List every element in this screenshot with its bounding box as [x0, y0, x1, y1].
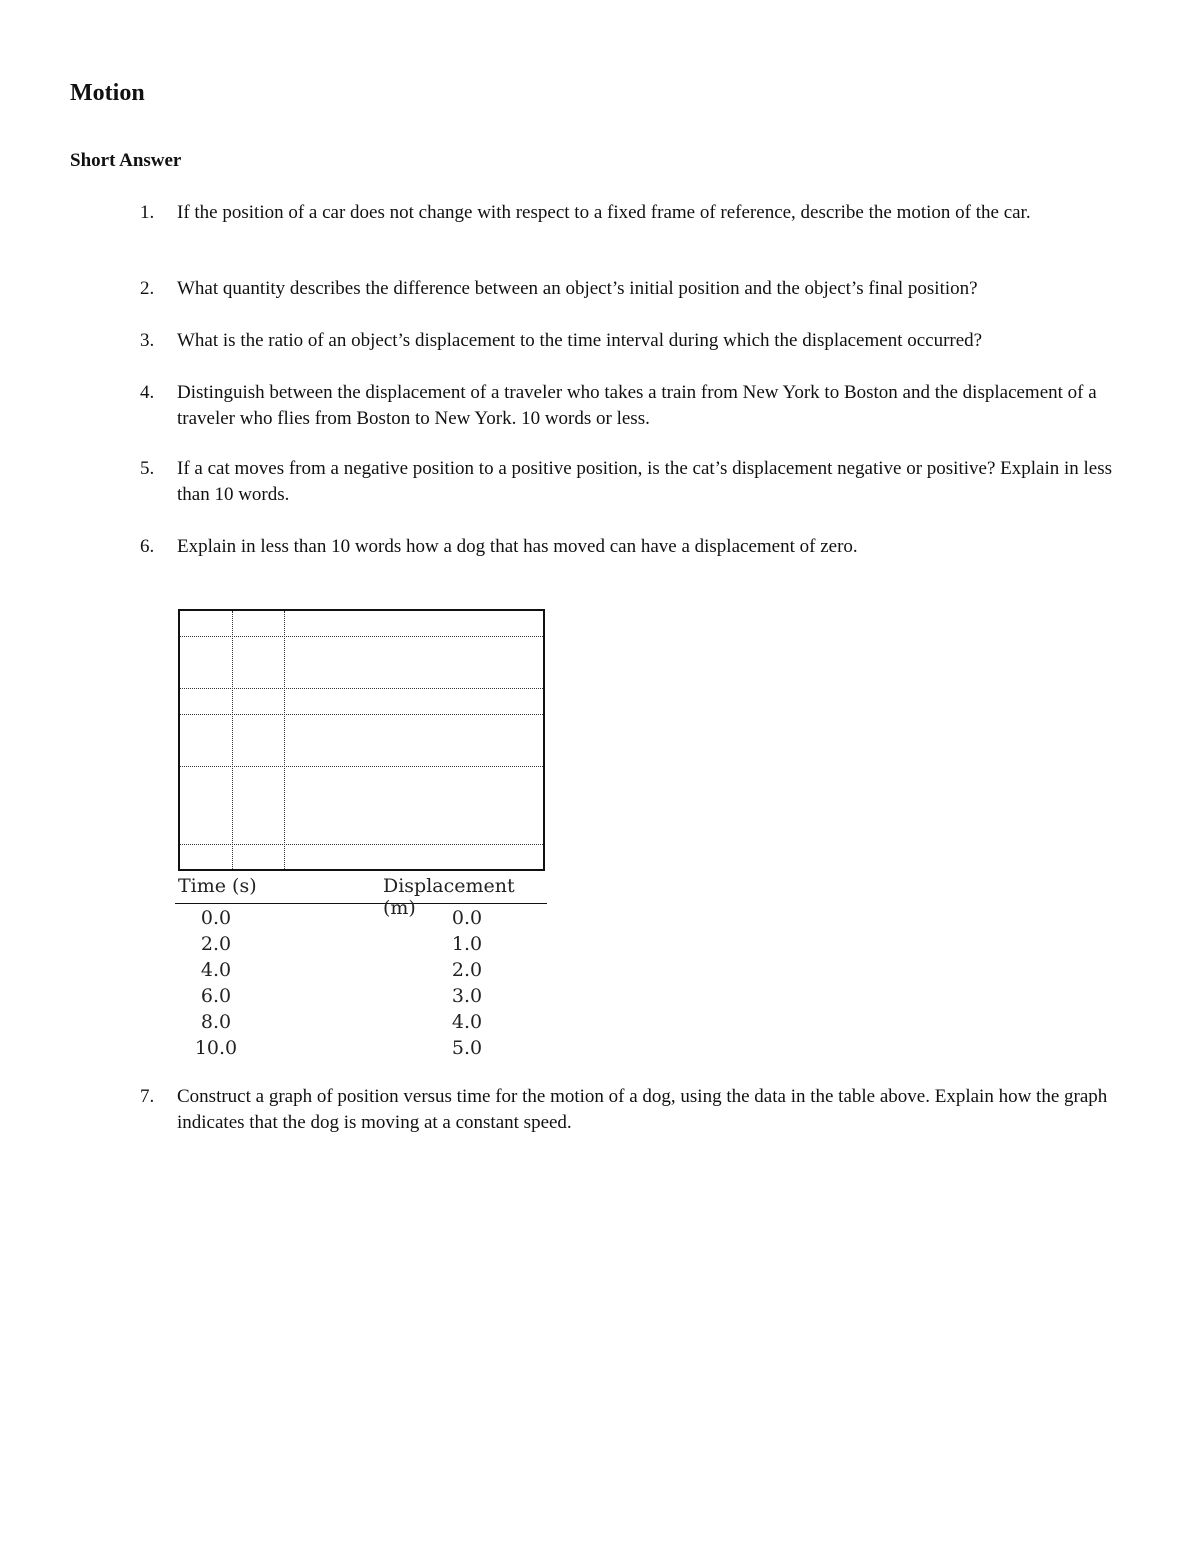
displacement-cell: 3.0 — [451, 985, 483, 1007]
grid-line — [180, 688, 543, 689]
table-row — [175, 1011, 547, 1037]
displacement-cell: 1.0 — [451, 933, 483, 955]
section-heading: Short Answer — [70, 150, 182, 171]
question-number: 1. — [140, 202, 155, 223]
question-text: Explain in less than 10 words how a dog that has moved can have a displacement of zero. — [177, 536, 858, 557]
displacement-cell: 0.0 — [451, 907, 483, 929]
grid-line — [284, 611, 285, 869]
grid-line — [232, 611, 233, 869]
displacement-cell: 5.0 — [451, 1037, 483, 1059]
question-text: Construct a graph of position versus time for the motion of a dog, using the data in the table above. Explain how the graph indicates that the dog is moving at a constant speed. — [177, 1086, 1108, 1133]
question-number: 2. — [140, 278, 155, 299]
question-text: If a cat moves from a negative position to a positive position, is the cat’s displacement negative or positive? Explain in less than 10 words. — [177, 458, 1112, 505]
column-header-displacement: Displacement (m) — [383, 875, 515, 919]
question-text: Distinguish between the displacement of a traveler who takes a train from New York to Boston and the displacement of a traveler who flies from Boston to New York. 10 words or less. — [177, 382, 1097, 429]
table-row — [175, 985, 547, 1011]
table-row — [175, 933, 547, 959]
grid-line — [180, 636, 543, 637]
time-cell: 2.0 — [200, 933, 232, 955]
grid-line — [180, 844, 543, 845]
question-number: 5. — [140, 458, 155, 479]
grid-line — [180, 714, 543, 715]
question-text: If the position of a car does not change with respect to a fixed frame of reference, describe the motion of the car. — [177, 202, 1031, 223]
grid-line — [180, 766, 543, 767]
table-row — [175, 907, 547, 933]
time-cell: 6.0 — [200, 985, 232, 1007]
question-number: 3. — [140, 330, 155, 351]
column-header-time: Time (s) — [178, 875, 257, 897]
displacement-cell: 2.0 — [451, 959, 483, 981]
time-cell: 8.0 — [200, 1011, 232, 1033]
question-number: 4. — [140, 382, 155, 403]
blank-graph-grid — [178, 609, 545, 871]
question-text: What is the ratio of an object’s displacement to the time interval during which the displacement occurred? — [177, 330, 983, 351]
question-text: What quantity describes the difference between an object’s initial position and the object’s final position? — [177, 278, 978, 299]
page-title: Motion — [70, 80, 145, 106]
time-cell: 0.0 — [200, 907, 232, 929]
question-number: 7. — [140, 1086, 155, 1107]
displacement-cell: 4.0 — [451, 1011, 483, 1033]
time-cell: 10.0 — [194, 1037, 238, 1059]
time-cell: 4.0 — [200, 959, 232, 981]
question-number: 6. — [140, 536, 155, 557]
table-row — [175, 959, 547, 985]
table-row — [175, 1037, 547, 1063]
